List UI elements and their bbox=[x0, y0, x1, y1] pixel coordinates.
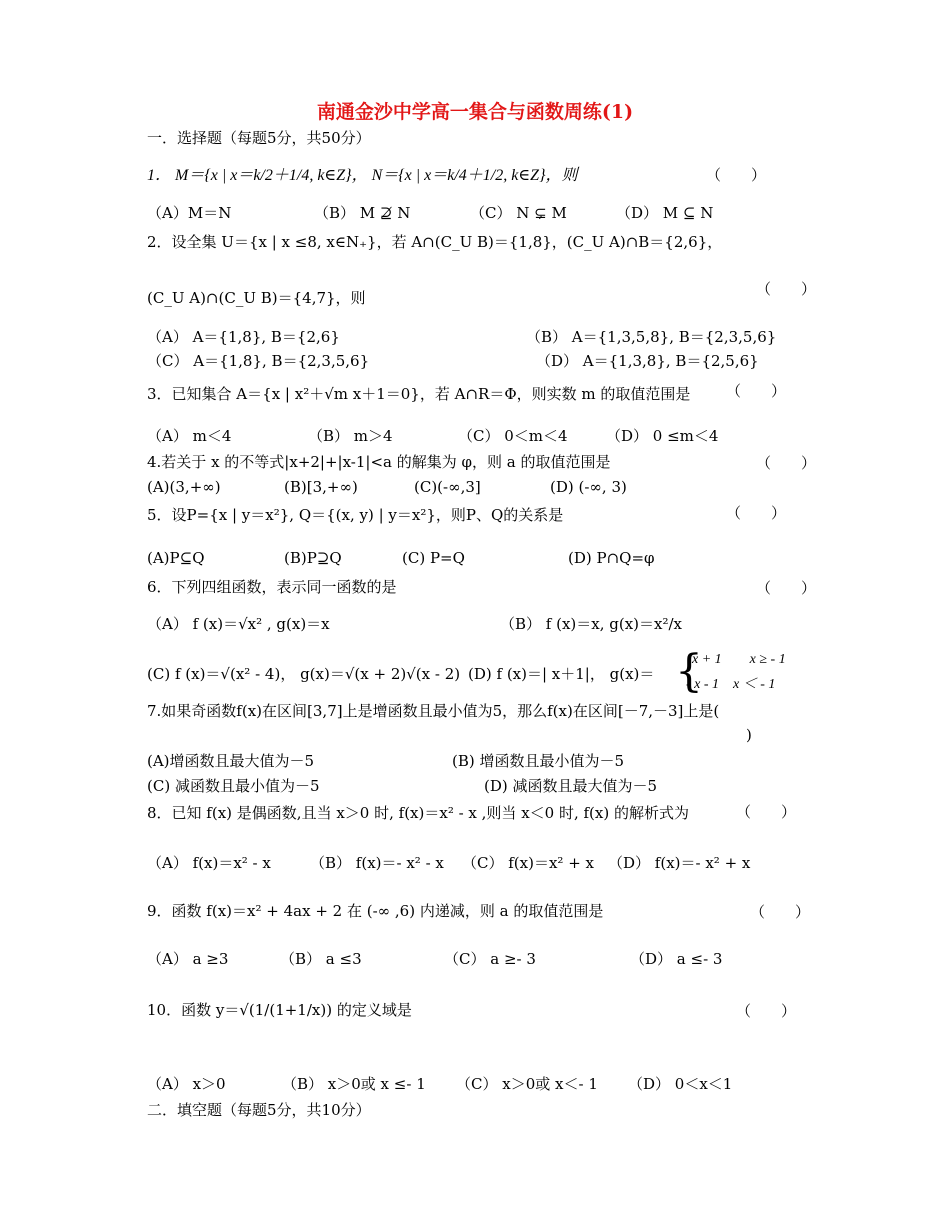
q6-option-c: (C) f (x)＝√(x² - 4)， g(x)＝√(x + 2)√(x - 2) bbox=[147, 665, 461, 683]
q2-option-d: （D） A＝{1,3,8}, B＝{2,5,6} bbox=[536, 352, 759, 370]
q10-option-b: （B） x＞0或 x ≤- 1 bbox=[282, 1075, 426, 1093]
question-9-text: 9．函数 f(x)＝x² + 4ax + 2 在 (-∞ ,6) 内递减，则 a 的取值范围是 bbox=[147, 902, 604, 920]
question-5-text: 5．设P={x | y＝x²}, Q＝{(x, y) | y＝x²}，则P、Q的关系是 bbox=[147, 506, 564, 524]
question-4-text: 4.若关于 x 的不等式|x+2|+|x-1|<a 的解集为 φ，则 a 的取值范围是 bbox=[147, 453, 611, 471]
q6-option-d: (D) f (x)＝| x＋1|， g(x)＝ bbox=[468, 665, 655, 683]
q8-option-c: （C） f(x)＝x² + x bbox=[462, 854, 594, 872]
question-2-text-cont: (C_U A)∩(C_U B)＝{4,7}，则 bbox=[147, 289, 366, 307]
q9-option-d: （D） a ≤- 3 bbox=[630, 950, 723, 968]
question-3-text: 3．已知集合 A＝{x | x²＋√m x＋1＝0}，若 A∩R＝Φ，则实数 m 的取值范围是 bbox=[147, 385, 691, 403]
q10-option-c: （C） x＞0或 x＜- 1 bbox=[456, 1075, 598, 1093]
question-8-text: 8．已知 f(x) 是偶函数,且当 x＞0 时, f(x)＝x² - x ,则当 x＜0 时, f(x) 的解析式为 bbox=[147, 804, 689, 822]
q9-option-b: （B） a ≤3 bbox=[280, 950, 362, 968]
q7-option-d: (D) 减函数且最大值为－5 bbox=[484, 777, 658, 795]
q1-option-a: （A）M＝N bbox=[147, 204, 232, 222]
answer-bracket-2: （ ） bbox=[756, 280, 817, 298]
q2-option-b: （B） A＝{1,3,5,8}, B＝{2,3,5,6} bbox=[526, 328, 777, 346]
q6-piecewise-case-1: x + 1 x ≥ - 1 bbox=[692, 652, 786, 667]
q3-option-d: （D） 0 ≤m＜4 bbox=[606, 427, 719, 445]
q8-option-a: （A） f(x)＝x² - x bbox=[147, 854, 271, 872]
question-10-text: 10．函数 y＝√(1/(1+1/x)) 的定义域是 bbox=[147, 1001, 412, 1019]
q4-option-c: (C)(-∞,3] bbox=[414, 478, 481, 496]
q4-option-b: (B)[3,+∞) bbox=[284, 478, 358, 496]
answer-bracket-3: （ ） bbox=[726, 382, 787, 400]
answer-bracket-8: （ ） bbox=[736, 803, 797, 821]
q9-option-c: （C） a ≥- 3 bbox=[444, 950, 536, 968]
q5-option-b: (B)P⊇Q bbox=[284, 549, 342, 567]
question-2-text: 2．设全集 U＝{x | x ≤8, x∈N₊}，若 A∩(C_U B)＝{1,8}，(C_U A)∩B＝{2,6}， bbox=[147, 233, 723, 251]
q10-option-d: （D） 0＜x＜1 bbox=[628, 1075, 733, 1093]
q5-option-a: (A)P⊆Q bbox=[147, 549, 205, 567]
q5-option-c: (C) P=Q bbox=[402, 549, 465, 567]
answer-bracket-5: （ ） bbox=[726, 504, 787, 522]
q6-piecewise-case-2: - x - 1 x ＜ - 1 bbox=[686, 677, 776, 692]
question-7-text: 7.如果奇函数f(x)在区间[3,7]上是增函数且最小值为5，那么f(x)在区间[－7,－3]上是( bbox=[147, 702, 720, 720]
q4-option-a: (A)(3,+∞) bbox=[147, 478, 221, 496]
piecewise-brace: { bbox=[675, 646, 703, 697]
q1-option-d: （D） M ⊆ N bbox=[616, 204, 714, 222]
answer-bracket-10: （ ） bbox=[736, 1002, 797, 1020]
q1-option-b: （B） M ⊉ N bbox=[314, 204, 411, 222]
q8-option-b: （B） f(x)＝- x² - x bbox=[310, 854, 444, 872]
question-6-text: 6．下列四组函数，表示同一函数的是 bbox=[147, 578, 397, 596]
answer-bracket-1: （ ） bbox=[706, 166, 767, 184]
q5-option-d: (D) P∩Q=φ bbox=[568, 549, 655, 567]
question-7-bracket-close: ) bbox=[746, 726, 752, 744]
page-title: 南通金沙中学高一集合与函数周练(1) bbox=[316, 101, 634, 123]
q6-option-b: （B） f (x)＝x, g(x)＝x²/x bbox=[500, 615, 683, 633]
q3-option-c: （C） 0＜m＜4 bbox=[458, 427, 568, 445]
q2-option-c: （C） A＝{1,8}, B＝{2,3,5,6} bbox=[147, 352, 370, 370]
q6-option-a: （A） f (x)＝√x² , g(x)＝x bbox=[147, 615, 330, 633]
section-heading-choice: 一．选择题（每题5分，共50分） bbox=[147, 129, 371, 147]
q4-option-d: (D) (-∞, 3) bbox=[550, 478, 627, 496]
q8-option-d: （D） f(x)＝- x² + x bbox=[608, 854, 751, 872]
answer-bracket-9: （ ） bbox=[750, 903, 811, 921]
q9-option-a: （A） a ≥3 bbox=[147, 950, 229, 968]
q1-option-c: （C） N ⊊ M bbox=[470, 204, 567, 222]
q7-option-c: (C) 减函数且最小值为－5 bbox=[147, 777, 320, 795]
answer-bracket-6: （ ） bbox=[756, 579, 817, 597]
q3-option-b: （B） m＞4 bbox=[308, 427, 393, 445]
answer-bracket-4: （ ） bbox=[756, 454, 817, 472]
section-heading-fill: 二．填空题（每题5分，共10分） bbox=[147, 1101, 371, 1119]
q7-option-b: (B) 增函数且最小值为－5 bbox=[452, 752, 625, 770]
q7-option-a: (A)增函数且最大值为－5 bbox=[147, 752, 315, 770]
q3-option-a: （A） m＜4 bbox=[147, 427, 232, 445]
question-1-text: 1． M＝{x | x＝k/2＋1/4, k∈Z}， N＝{x | x＝k/4＋1/2, k∈Z}，则 bbox=[147, 167, 578, 184]
q10-option-a: （A） x＞0 bbox=[147, 1075, 226, 1093]
q2-option-a: （A） A＝{1,8}, B＝{2,6} bbox=[147, 328, 340, 346]
